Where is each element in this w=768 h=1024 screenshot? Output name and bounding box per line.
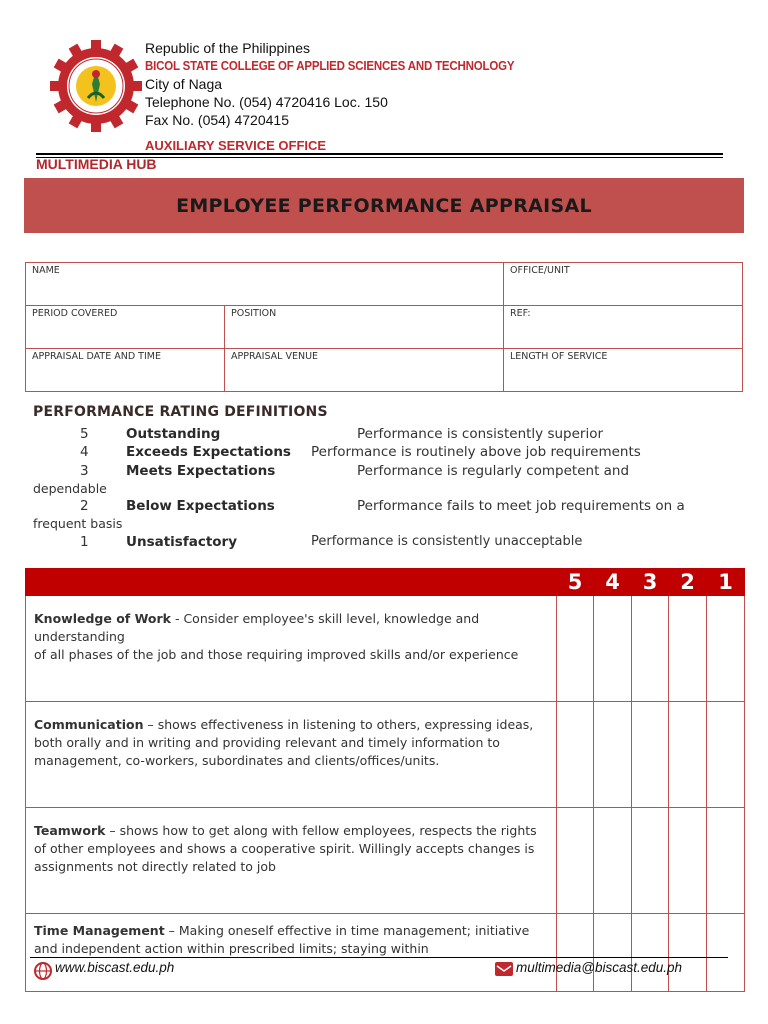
- rating-column-2: 2: [669, 569, 707, 596]
- page-title: EMPLOYEE PERFORMANCE APPRAISAL: [176, 194, 592, 217]
- footer-divider: [30, 957, 728, 958]
- criterion-text: – shows how to get along with fellow employees, respects the rights of other employees and shows a cooperative spirit. Willingly accepts changes is assignments not directly related to job: [34, 823, 537, 874]
- rating-cell-5[interactable]: [557, 596, 594, 702]
- rating-cell-3[interactable]: [632, 914, 669, 992]
- rating-cell-1[interactable]: [707, 702, 745, 808]
- rating-description: Performance fails to meet job requirements on a: [357, 498, 685, 514]
- criterion-title: Communication: [34, 717, 144, 732]
- rating-label: Outstanding: [126, 426, 221, 442]
- city-line: City of Naga: [145, 76, 223, 92]
- rating-number: 5: [80, 426, 89, 442]
- title-banner: [24, 178, 744, 233]
- email-link[interactable]: multimedia@biscast.edu.ph: [516, 960, 683, 975]
- rating-column-5: 5: [557, 569, 594, 596]
- rating-cell-2[interactable]: [669, 596, 707, 702]
- criteria-header: [26, 569, 557, 596]
- office-name: AUXILIARY SERVICE OFFICE: [145, 138, 327, 153]
- rating-cell-1[interactable]: [707, 914, 745, 992]
- criterion-row: [26, 914, 745, 992]
- rating-header-row: [26, 569, 745, 596]
- rating-cell-4[interactable]: [594, 914, 632, 992]
- rating-cell-1[interactable]: [707, 808, 745, 914]
- country-line: Republic of the Philippines: [145, 40, 310, 56]
- criterion-description: [26, 596, 557, 702]
- office-unit-field[interactable]: OFFICE/UNIT: [504, 263, 743, 306]
- rating-label: Below Expectations: [126, 498, 275, 514]
- criterion-title: Knowledge of Work: [34, 611, 171, 626]
- rating-label: Meets Expectations: [126, 463, 276, 479]
- criterion-row: [26, 596, 745, 702]
- rating-column-4: 4: [594, 569, 632, 596]
- criterion-description: [26, 914, 557, 992]
- college-seal-logo: [50, 40, 142, 132]
- rating-cell-5[interactable]: [557, 702, 594, 808]
- rating-cell-5[interactable]: [557, 808, 594, 914]
- criterion-title: Teamwork: [34, 823, 106, 838]
- rating-description-wrap: frequent basis: [33, 516, 123, 531]
- rating-column-3: 3: [632, 569, 669, 596]
- website-link[interactable]: www.biscast.edu.ph: [55, 960, 175, 975]
- criterion-text: - Consider employee's skill level, knowledge and understanding of all phases of the job and those requiring improved skills and/or experience: [34, 611, 519, 662]
- appraisal-venue-field[interactable]: APPRAISAL VENUE: [225, 349, 504, 392]
- rating-column-1: 1: [707, 569, 745, 596]
- length-of-service-field[interactable]: LENGTH OF SERVICE: [504, 349, 743, 392]
- rating-cell-2[interactable]: [669, 702, 707, 808]
- rating-label: Exceeds Expectations: [126, 444, 291, 460]
- employee-info-table: [25, 262, 743, 392]
- rating-cell-3[interactable]: [632, 808, 669, 914]
- rating-cell-4[interactable]: [594, 808, 632, 914]
- globe-icon: [34, 962, 52, 980]
- criterion-text: – shows effectiveness in listening to others, expressing ideas, both orally and in writing and providing relevant and timely information to management, co-workers, subordinates and clients/offices/units.: [34, 717, 534, 768]
- rating-cell-1[interactable]: [707, 596, 745, 702]
- ref-field[interactable]: REF:: [504, 306, 743, 349]
- criterion-title: Time Management: [34, 923, 165, 938]
- rating-description: Performance is routinely above job requirements: [311, 444, 641, 460]
- rating-description: Performance is consistently unacceptable: [311, 534, 583, 549]
- criterion-row: [26, 702, 745, 808]
- rating-number: 4: [80, 444, 89, 460]
- unit-name: MULTIMEDIA HUB: [36, 156, 157, 172]
- rating-cell-4[interactable]: [594, 596, 632, 702]
- criteria-rating-table: [25, 568, 745, 992]
- criterion-description: [26, 702, 557, 808]
- definitions-title: PERFORMANCE RATING DEFINITIONS: [33, 404, 328, 420]
- criterion-description: [26, 808, 557, 914]
- criterion-text: – Making oneself effective in time management; initiative and independent action within prescribed limits; staying within: [34, 923, 530, 956]
- rating-cell-2[interactable]: [669, 914, 707, 992]
- email-icon: [495, 962, 513, 976]
- telephone-line: Telephone No. (054) 4720416 Loc. 150: [145, 94, 388, 110]
- college-header: [145, 39, 547, 129]
- rating-description: Performance is regularly competent and: [357, 463, 630, 479]
- rating-cell-3[interactable]: [632, 596, 669, 702]
- rating-description-wrap: dependable: [33, 481, 107, 496]
- rating-number: 2: [80, 498, 89, 514]
- rating-description: Performance is consistently superior: [357, 426, 604, 442]
- position-field[interactable]: POSITION: [225, 306, 504, 349]
- rating-number: 1: [80, 534, 89, 550]
- rating-cell-3[interactable]: [632, 702, 669, 808]
- criterion-row: [26, 808, 745, 914]
- rating-cell-5[interactable]: [557, 914, 594, 992]
- name-field[interactable]: NAME: [26, 263, 504, 306]
- fax-line: Fax No. (054) 4720415: [145, 112, 289, 128]
- rating-number: 3: [80, 463, 89, 479]
- rating-cell-2[interactable]: [669, 808, 707, 914]
- period-covered-field[interactable]: PERIOD COVERED: [26, 306, 225, 349]
- header-divider: [36, 153, 723, 155]
- college-name: BICOL STATE COLLEGE OF APPLIED SCIENCES AND TECHNOLOGY: [145, 59, 515, 73]
- rating-label: Unsatisfactory: [126, 534, 238, 550]
- appraisal-date-field[interactable]: APPRAISAL DATE AND TIME: [26, 349, 225, 392]
- rating-cell-4[interactable]: [594, 702, 632, 808]
